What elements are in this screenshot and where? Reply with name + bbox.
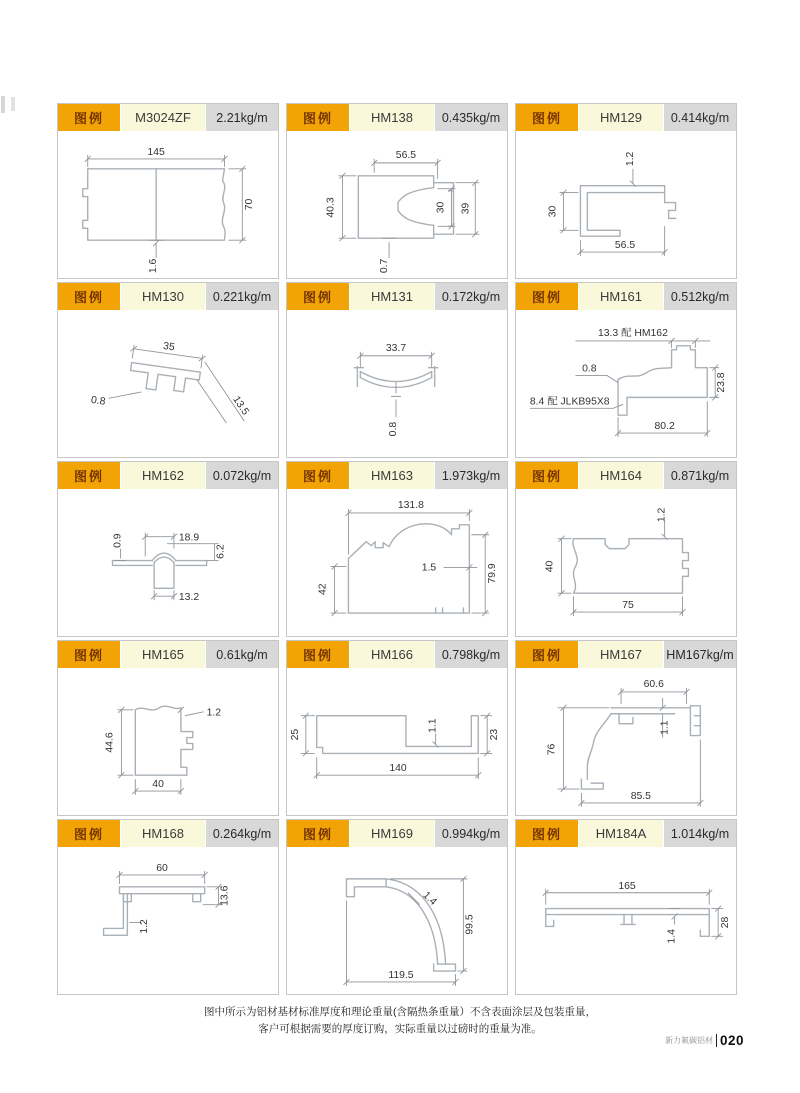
profile-drawing-hm166 bbox=[287, 668, 507, 815]
profile-drawing-hm169 bbox=[287, 847, 507, 994]
profile-outline bbox=[113, 553, 207, 588]
dim-label: 28 bbox=[720, 916, 732, 929]
dim-label: 40 bbox=[544, 560, 556, 573]
profile-drawing-hm131 bbox=[287, 310, 507, 457]
profile-outline bbox=[83, 169, 225, 240]
dimension-line bbox=[408, 893, 420, 905]
model-label: HM161 bbox=[579, 283, 663, 310]
drawing-area bbox=[287, 489, 507, 636]
weight-label: 0.871kg/m bbox=[664, 462, 736, 489]
weight-label: 0.221kg/m bbox=[206, 283, 278, 310]
dim-label: 40.3 bbox=[325, 197, 337, 218]
profile-outline bbox=[386, 879, 445, 964]
dim-label: 119.5 bbox=[388, 969, 414, 981]
page-number-block bbox=[665, 1033, 744, 1048]
dimension-line bbox=[669, 909, 681, 925]
profile-outline bbox=[128, 363, 200, 396]
profile-cell-hm184a bbox=[515, 819, 737, 995]
profile-outline bbox=[104, 894, 128, 936]
model-label: HM129 bbox=[579, 104, 663, 131]
dimension-line bbox=[114, 549, 126, 561]
profile-drawing-hm167 bbox=[516, 668, 736, 815]
profile-cell-hm161 bbox=[515, 282, 737, 458]
model-label: HM167 bbox=[579, 641, 663, 668]
dim-label: 1.2 bbox=[624, 151, 636, 167]
dim-label: 70 bbox=[244, 198, 256, 211]
dimension-line bbox=[142, 533, 177, 557]
dim-label: 23.8 bbox=[716, 372, 728, 393]
weight-label: 1.014kg/m bbox=[664, 820, 736, 847]
weight-label: 0.435kg/m bbox=[435, 104, 507, 131]
dim-label: 1.2 bbox=[656, 507, 668, 523]
legend-label: 图例 bbox=[516, 283, 578, 310]
cell-header bbox=[516, 820, 736, 847]
profile-drawing-hm184a bbox=[516, 847, 736, 994]
drawing-area bbox=[516, 847, 736, 994]
dimension-line bbox=[630, 169, 636, 187]
dim-label: 145 bbox=[147, 146, 165, 158]
dimension-line bbox=[382, 238, 396, 258]
dim-label: 60.6 bbox=[643, 678, 664, 690]
legend-label: 图例 bbox=[287, 641, 349, 668]
drawing-area bbox=[58, 847, 278, 994]
cell-header bbox=[516, 641, 736, 668]
dimension-line bbox=[433, 734, 439, 748]
legend-label: 图例 bbox=[58, 283, 120, 310]
dim-label: 75 bbox=[622, 600, 634, 612]
divider bbox=[716, 1034, 717, 1047]
model-label: M3024ZF bbox=[121, 104, 205, 131]
dim-label: 13.3 配 HM162 bbox=[597, 327, 668, 339]
cell-header bbox=[516, 283, 736, 310]
profile-outline bbox=[317, 716, 479, 754]
profile-drawing-hm161 bbox=[516, 310, 736, 457]
footnote-line2: 客户可根据需要的厚度订购，实际重量以过磅时的重量为准。 bbox=[258, 1023, 542, 1035]
profile-cell-hm163 bbox=[286, 461, 508, 637]
model-label: HM168 bbox=[121, 820, 205, 847]
dim-label: 13.2 bbox=[178, 592, 200, 604]
legend-label: 图例 bbox=[58, 641, 120, 668]
cell-header bbox=[58, 820, 278, 847]
profile-drawing-hm138 bbox=[287, 131, 507, 278]
dim-label: 35 bbox=[162, 340, 176, 354]
dimension-line bbox=[662, 521, 668, 540]
dimension-line bbox=[618, 688, 689, 704]
dimension-line bbox=[444, 564, 478, 570]
dim-label: 44.6 bbox=[104, 732, 116, 753]
dim-label: 140 bbox=[389, 763, 407, 775]
dimension-line bbox=[560, 190, 579, 234]
dim-label: 79.9 bbox=[487, 563, 499, 584]
dim-label: 165 bbox=[618, 880, 636, 892]
drawing-area bbox=[516, 131, 736, 278]
profile-outline bbox=[346, 879, 386, 897]
profile-outline bbox=[618, 346, 707, 415]
dimension-line bbox=[331, 563, 347, 616]
dim-label: 1.6 bbox=[148, 258, 160, 274]
profile-outline bbox=[358, 176, 433, 238]
dim-label: 40 bbox=[152, 779, 164, 791]
dimension-line bbox=[117, 707, 133, 778]
dim-label: 13.5 bbox=[230, 394, 251, 418]
dim-label: 42 bbox=[317, 583, 329, 596]
profile-cell-hm138 bbox=[286, 103, 508, 279]
profile-outline bbox=[434, 964, 456, 971]
profile-drawing-hm163 bbox=[287, 489, 507, 636]
profile-outline bbox=[611, 708, 690, 724]
cell-header bbox=[58, 641, 278, 668]
page-number: 020 bbox=[719, 1033, 744, 1048]
weight-label: 1.973kg/m bbox=[435, 462, 507, 489]
dimension-line bbox=[575, 376, 618, 383]
cell-header bbox=[516, 462, 736, 489]
dimension-line bbox=[151, 590, 177, 600]
cell-header bbox=[516, 104, 736, 131]
cell-header bbox=[287, 283, 507, 310]
drawing-area bbox=[287, 131, 507, 278]
model-label: HM138 bbox=[350, 104, 434, 131]
model-label: HM163 bbox=[350, 462, 434, 489]
profile-cell-hm131 bbox=[286, 282, 508, 458]
legend-label: 图例 bbox=[516, 462, 578, 489]
dim-label: 1.4 bbox=[666, 929, 678, 944]
cell-header bbox=[287, 820, 507, 847]
drawing-area bbox=[58, 310, 278, 457]
profile-outline bbox=[621, 915, 635, 925]
footnote-line1: 图中所示为铝材基材标准厚度和理论重量(含隔热条重量）不含表面涂层及包装重量， bbox=[204, 1006, 596, 1018]
dim-label: 1.2 bbox=[206, 707, 222, 719]
dim-label: 23 bbox=[489, 728, 501, 741]
dim-label: 0.8 bbox=[582, 363, 597, 375]
dim-label: 0.8 bbox=[388, 421, 400, 437]
cell-header bbox=[58, 462, 278, 489]
drawing-area bbox=[287, 668, 507, 815]
profile-outline bbox=[348, 524, 469, 613]
dimension-line bbox=[339, 173, 357, 241]
dim-label: 0.8 bbox=[90, 394, 107, 408]
model-label: HM130 bbox=[121, 283, 205, 310]
profile-outline bbox=[546, 909, 710, 937]
dim-label: 0.9 bbox=[112, 533, 124, 548]
dim-label: 1.5 bbox=[421, 562, 437, 574]
profile-cell-hm129 bbox=[515, 103, 737, 279]
profile-drawing-hm165 bbox=[58, 668, 278, 815]
profile-cell-hm165 bbox=[57, 640, 279, 816]
dimension-line bbox=[167, 544, 219, 561]
dim-label: 80.2 bbox=[654, 421, 675, 433]
dim-label: 33.7 bbox=[385, 342, 407, 354]
legend-label: 图例 bbox=[516, 820, 578, 847]
dim-label: 18.9 bbox=[178, 532, 200, 544]
profile-drawing-m3024zf bbox=[58, 131, 278, 278]
weight-label: 0.512kg/m bbox=[664, 283, 736, 310]
dimension-line bbox=[197, 362, 245, 423]
drawing-area bbox=[58, 668, 278, 815]
weight-label: 2.21kg/m bbox=[206, 104, 278, 131]
dim-label: 1.1 bbox=[659, 720, 671, 735]
brand-text: 新力氟碳铝材 bbox=[664, 1036, 713, 1045]
dim-label: 1.4 bbox=[420, 889, 439, 908]
drawing-area bbox=[58, 131, 278, 278]
dim-label: 131.8 bbox=[397, 499, 424, 511]
legend-label: 图例 bbox=[58, 104, 120, 131]
drawing-area bbox=[516, 668, 736, 815]
cell-header bbox=[287, 462, 507, 489]
profile-cell-hm168 bbox=[57, 819, 279, 995]
legend-label: 图例 bbox=[516, 104, 578, 131]
model-label: HM162 bbox=[121, 462, 205, 489]
legend-label: 图例 bbox=[516, 641, 578, 668]
model-label: HM184A bbox=[579, 820, 663, 847]
profile-cell-m3024zf bbox=[57, 103, 279, 279]
drawing-area bbox=[58, 489, 278, 636]
profile-cell-hm130 bbox=[57, 282, 279, 458]
dim-label: 13.6 bbox=[219, 885, 231, 906]
dimension-line bbox=[301, 713, 315, 757]
legend-label: 图例 bbox=[58, 820, 120, 847]
profile-drawing-hm168 bbox=[58, 847, 278, 994]
dim-label: 1.2 bbox=[139, 919, 151, 934]
print-artifact bbox=[1, 96, 5, 113]
weight-label: 0.172kg/m bbox=[435, 283, 507, 310]
dim-label: 30 bbox=[435, 201, 447, 214]
dimension-line bbox=[109, 388, 142, 403]
legend-label: 图例 bbox=[58, 462, 120, 489]
weight-label: 0.61kg/m bbox=[206, 641, 278, 668]
profile-cell-hm169 bbox=[286, 819, 508, 995]
dim-label: 56.5 bbox=[395, 149, 417, 161]
cell-header bbox=[58, 104, 278, 131]
dimension-line bbox=[558, 705, 610, 792]
dimension-line bbox=[558, 536, 572, 596]
model-label: HM164 bbox=[579, 462, 663, 489]
profile-outline bbox=[580, 186, 664, 237]
dim-label: 85.5 bbox=[630, 790, 651, 802]
model-label: HM169 bbox=[350, 820, 434, 847]
print-artifact bbox=[11, 97, 15, 111]
dimension-line bbox=[149, 240, 163, 258]
weight-label: 0.264kg/m bbox=[206, 820, 278, 847]
profile-outline bbox=[119, 887, 204, 902]
model-label: HM165 bbox=[121, 641, 205, 668]
profile-cell-hm167 bbox=[515, 640, 737, 816]
weight-label: HM167kg/m bbox=[664, 641, 736, 668]
profile-outline bbox=[436, 608, 464, 613]
profile-drawing-hm130 bbox=[58, 310, 278, 457]
profile-outline bbox=[665, 193, 676, 219]
legend-label: 图例 bbox=[287, 283, 349, 310]
weight-label: 0.798kg/m bbox=[435, 641, 507, 668]
dim-label: 76 bbox=[546, 743, 558, 756]
profile-cell-hm164 bbox=[515, 461, 737, 637]
dim-label: 6.2 bbox=[215, 544, 227, 559]
profile-outline bbox=[135, 706, 192, 775]
dim-label: 1.1 bbox=[427, 718, 439, 733]
cell-header bbox=[58, 283, 278, 310]
dim-label: 60 bbox=[156, 862, 168, 874]
profile-drawing-hm162 bbox=[58, 489, 278, 636]
model-label: HM166 bbox=[350, 641, 434, 668]
cell-header bbox=[287, 641, 507, 668]
drawing-area bbox=[516, 310, 736, 457]
dim-label: 8.4 配 JLKB95X8 bbox=[529, 396, 610, 408]
legend-label: 图例 bbox=[287, 104, 349, 131]
drawing-area bbox=[287, 847, 507, 994]
cell-header bbox=[287, 104, 507, 131]
dimension-line bbox=[345, 509, 472, 555]
legend-label: 图例 bbox=[287, 820, 349, 847]
dim-label: 56.5 bbox=[614, 240, 636, 252]
weight-label: 0.414kg/m bbox=[664, 104, 736, 131]
model-label: HM131 bbox=[350, 283, 434, 310]
profile-drawing-hm164 bbox=[516, 489, 736, 636]
profile-outline bbox=[573, 539, 688, 594]
legend-label: 图例 bbox=[287, 462, 349, 489]
profile-outline bbox=[581, 714, 611, 789]
profile-drawing-hm129 bbox=[516, 131, 736, 278]
profile-cell-hm166 bbox=[286, 640, 508, 816]
weight-label: 0.072kg/m bbox=[206, 462, 278, 489]
dimension-line bbox=[178, 707, 204, 716]
drawing-area bbox=[516, 489, 736, 636]
profile-cell-hm162 bbox=[57, 461, 279, 637]
weight-label: 0.994kg/m bbox=[435, 820, 507, 847]
dim-label: 30 bbox=[547, 205, 559, 218]
drawing-area bbox=[287, 310, 507, 457]
dim-label: 0.7 bbox=[379, 258, 391, 274]
dim-label: 39 bbox=[460, 202, 472, 215]
profile-table bbox=[57, 103, 737, 995]
dim-label: 99.5 bbox=[464, 914, 476, 935]
dim-label: 25 bbox=[289, 728, 301, 741]
profile-outline bbox=[690, 706, 700, 736]
dimension-line bbox=[357, 352, 434, 368]
